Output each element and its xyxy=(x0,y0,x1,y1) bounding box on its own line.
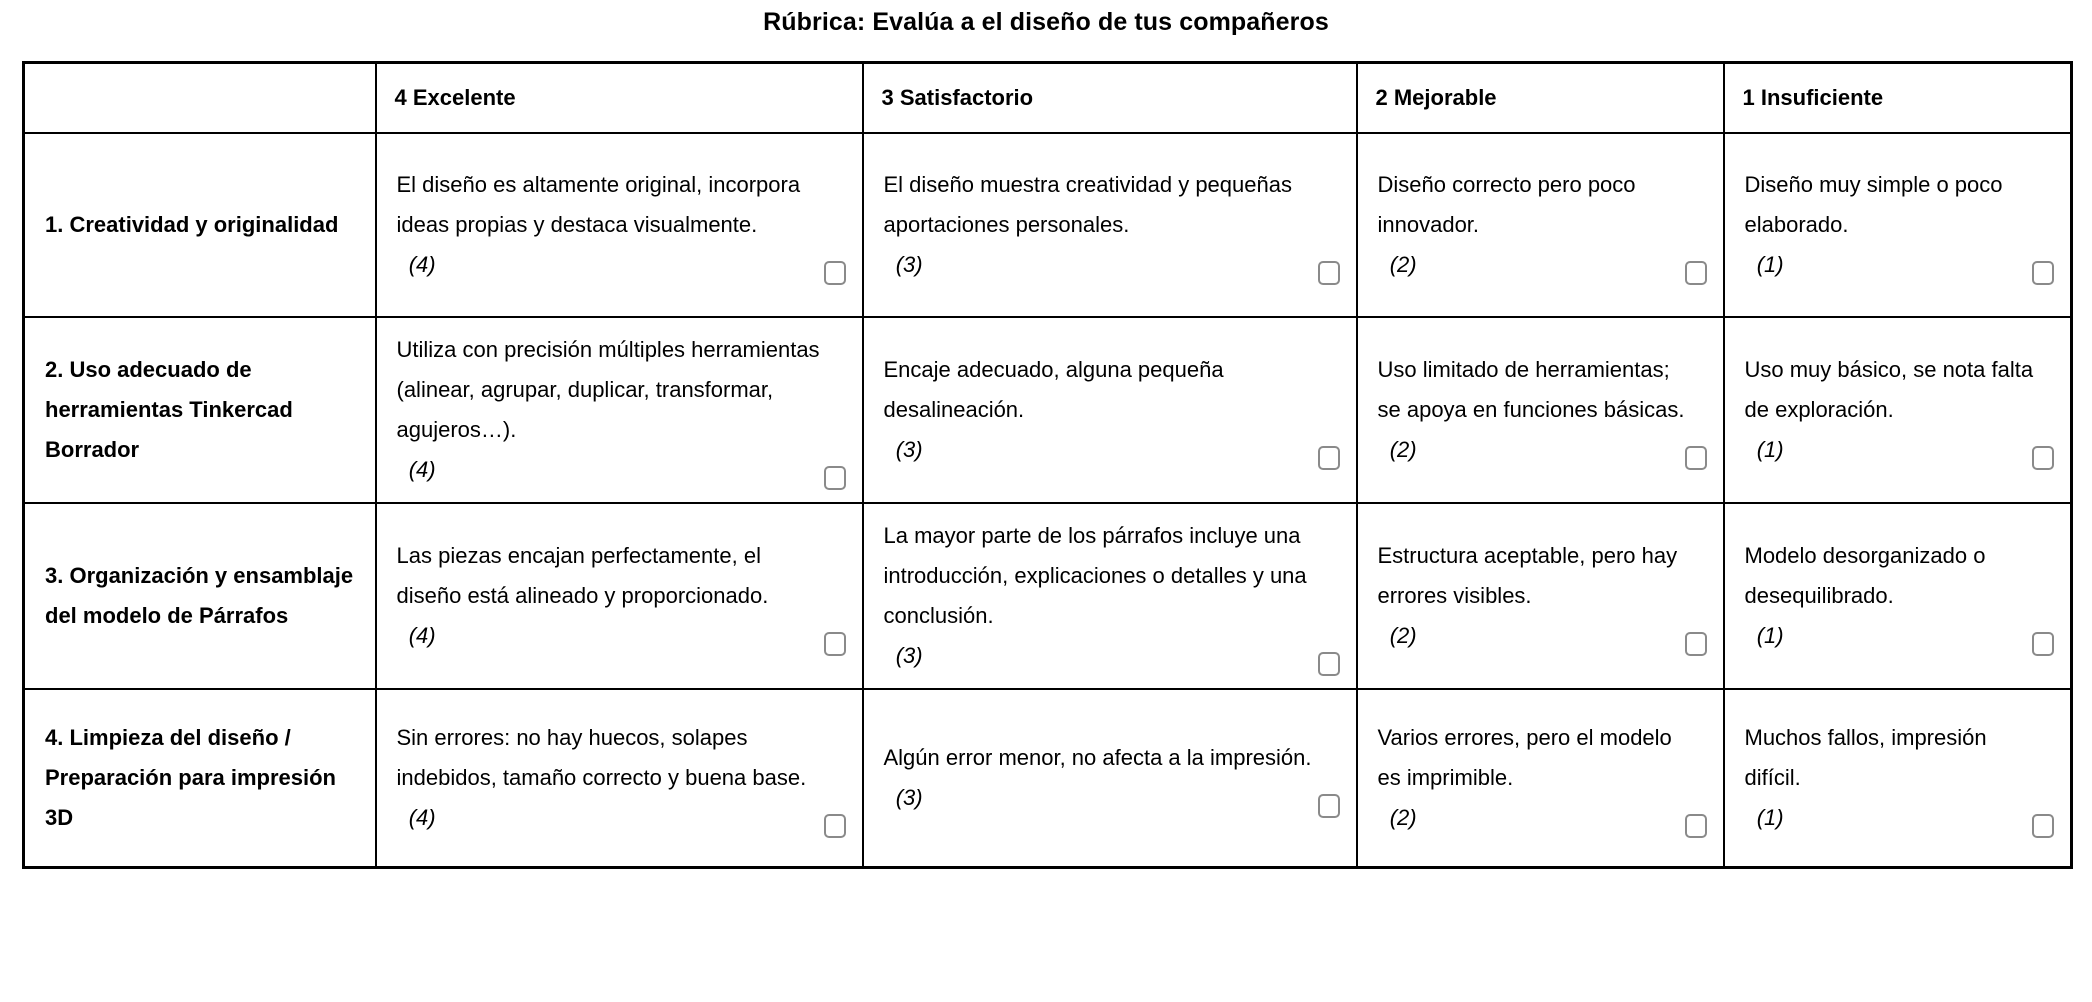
level-cell-satisfactorio xyxy=(863,133,1357,317)
level-score: (1) xyxy=(1756,437,1784,463)
level-cell-content xyxy=(377,524,862,668)
header-cell-satisfactorio xyxy=(863,63,1357,134)
checkbox-icon[interactable] xyxy=(1685,814,1707,838)
criterion-cell xyxy=(24,503,376,689)
column-header-label: 3 Satisfactorio xyxy=(881,84,1034,110)
checkbox-icon[interactable] xyxy=(824,261,846,285)
level-cell-mejorable xyxy=(1357,133,1724,317)
level-cell-content xyxy=(1725,338,2071,482)
column-header-label: 1 Insuficiente xyxy=(1742,84,1884,110)
level-description: Sin errores: no hay huecos, solapes indebidos, tamaño correcto y buena base. xyxy=(396,725,807,791)
level-cell-mejorable xyxy=(1357,503,1724,689)
criterion-cell xyxy=(24,133,376,317)
table-header-row xyxy=(24,63,2072,134)
level-cell-content xyxy=(1358,706,1723,850)
level-description: Uso muy básico, se nota falta de exploración. xyxy=(1744,357,2034,423)
level-score: (2) xyxy=(1389,252,1417,278)
table-row xyxy=(24,317,2072,503)
level-cell-insuficiente xyxy=(1724,689,2072,868)
checkbox-icon[interactable] xyxy=(1318,652,1340,676)
level-score: (1) xyxy=(1756,252,1784,278)
level-cell-content xyxy=(864,726,1356,830)
level-cell-insuficiente xyxy=(1724,133,2072,317)
level-description: Modelo desorganizado o desequilibrado. xyxy=(1744,543,1986,609)
level-score: (2) xyxy=(1389,623,1417,649)
checkbox-icon[interactable] xyxy=(2032,632,2054,656)
checkbox-icon[interactable] xyxy=(824,466,846,490)
page-title: Rúbrica: Evalúa a el diseño de tus compañeros xyxy=(763,8,1329,36)
level-description: Las piezas encajan perfectamente, el diseño está alineado y proporcionado. xyxy=(396,543,769,609)
level-cell-content xyxy=(1725,524,2071,668)
level-cell-satisfactorio xyxy=(863,689,1357,868)
level-description: Algún error menor, no afecta a la impresión. xyxy=(883,745,1312,771)
checkbox-icon[interactable] xyxy=(1685,632,1707,656)
criterion-label: 1. Creatividad y originalidad xyxy=(45,211,339,237)
level-description: Estructura aceptable, pero hay errores visibles. xyxy=(1377,543,1678,609)
level-cell-excelente xyxy=(376,689,863,868)
level-score: (4) xyxy=(408,623,436,649)
level-cell-content xyxy=(377,153,862,297)
level-cell-content xyxy=(1358,153,1723,297)
checkbox-icon[interactable] xyxy=(2032,814,2054,838)
level-cell-mejorable xyxy=(1357,317,1724,503)
level-description: El diseño muestra creatividad y pequeñas aportaciones personales. xyxy=(883,171,1292,237)
level-description: Varios errores, pero el modelo es imprimible. xyxy=(1377,725,1672,791)
criterion-label: 2. Uso adecuado de herramientas Tinkercad Borrador xyxy=(45,357,293,463)
level-cell-content xyxy=(1725,153,2071,297)
level-cell-excelente xyxy=(376,133,863,317)
level-score: (3) xyxy=(895,785,923,811)
checkbox-icon[interactable] xyxy=(824,632,846,656)
level-cell-mejorable xyxy=(1357,689,1724,868)
level-cell-content xyxy=(377,706,862,850)
checkbox-icon[interactable] xyxy=(1685,446,1707,470)
level-description: Muchos fallos, impresión difícil. xyxy=(1744,725,1987,791)
criterion-cell xyxy=(24,689,376,868)
level-score: (2) xyxy=(1389,437,1417,463)
level-cell-excelente xyxy=(376,317,863,503)
level-description: Diseño correcto pero poco innovador. xyxy=(1377,171,1636,237)
checkbox-icon[interactable] xyxy=(2032,261,2054,285)
level-score: (3) xyxy=(895,252,923,278)
level-score: (1) xyxy=(1756,623,1784,649)
level-cell-satisfactorio xyxy=(863,503,1357,689)
rubric-table-container xyxy=(22,35,2070,869)
criterion-cell xyxy=(24,317,376,503)
level-score: (4) xyxy=(408,252,436,278)
level-cell-content xyxy=(1725,706,2071,850)
rubric-table xyxy=(22,61,2073,869)
level-cell-content xyxy=(1358,338,1723,482)
level-description: Diseño muy simple o poco elaborado. xyxy=(1744,171,2003,237)
level-score: (2) xyxy=(1389,805,1417,831)
level-cell-content xyxy=(1358,524,1723,668)
column-header-label: 4 Excelente xyxy=(394,84,516,110)
table-row xyxy=(24,689,2072,868)
level-description: El diseño es altamente original, incorpora ideas propias y destaca visualmente. xyxy=(396,171,801,237)
level-cell-content xyxy=(864,153,1356,297)
level-description: Utiliza con precisión múltiples herramientas (alinear, agrupar, duplicar, transformar, agujeros…). xyxy=(396,337,820,443)
level-score: (3) xyxy=(895,437,923,463)
checkbox-icon[interactable] xyxy=(2032,446,2054,470)
level-cell-excelente xyxy=(376,503,863,689)
header-cell-excelente xyxy=(376,63,863,134)
table-row xyxy=(24,503,2072,689)
rubric-table-body xyxy=(24,63,2072,868)
level-score: (1) xyxy=(1756,805,1784,831)
header-cell-insuficiente xyxy=(1724,63,2072,134)
checkbox-icon[interactable] xyxy=(1318,446,1340,470)
level-description: Encaje adecuado, alguna pequeña desalineación. xyxy=(883,357,1224,423)
level-score: (4) xyxy=(408,457,436,483)
level-score: (3) xyxy=(895,643,923,669)
criterion-label: 3. Organización y ensamblaje del modelo de Párrafos xyxy=(45,563,354,629)
level-description: Uso limitado de herramientas; se apoya en funciones básicas. xyxy=(1377,357,1685,423)
checkbox-icon[interactable] xyxy=(824,814,846,838)
checkbox-icon[interactable] xyxy=(1318,794,1340,818)
checkbox-icon[interactable] xyxy=(1685,261,1707,285)
level-cell-satisfactorio xyxy=(863,317,1357,503)
table-row xyxy=(24,133,2072,317)
level-cell-content xyxy=(864,504,1356,688)
level-score: (4) xyxy=(408,805,436,831)
level-cell-content xyxy=(377,318,862,502)
criterion-label: 4. Limpieza del diseño / Preparación para impresión 3D xyxy=(45,725,336,831)
header-cell-mejorable xyxy=(1357,63,1724,134)
header-cell-corner xyxy=(24,63,376,134)
level-cell-insuficiente xyxy=(1724,317,2072,503)
level-cell-content xyxy=(864,338,1356,482)
level-description: La mayor parte de los párrafos incluye una introducción, explicaciones o detalles y una conclusión. xyxy=(883,523,1307,629)
checkbox-icon[interactable] xyxy=(1318,261,1340,285)
level-cell-insuficiente xyxy=(1724,503,2072,689)
column-header-label: 2 Mejorable xyxy=(1375,84,1497,110)
